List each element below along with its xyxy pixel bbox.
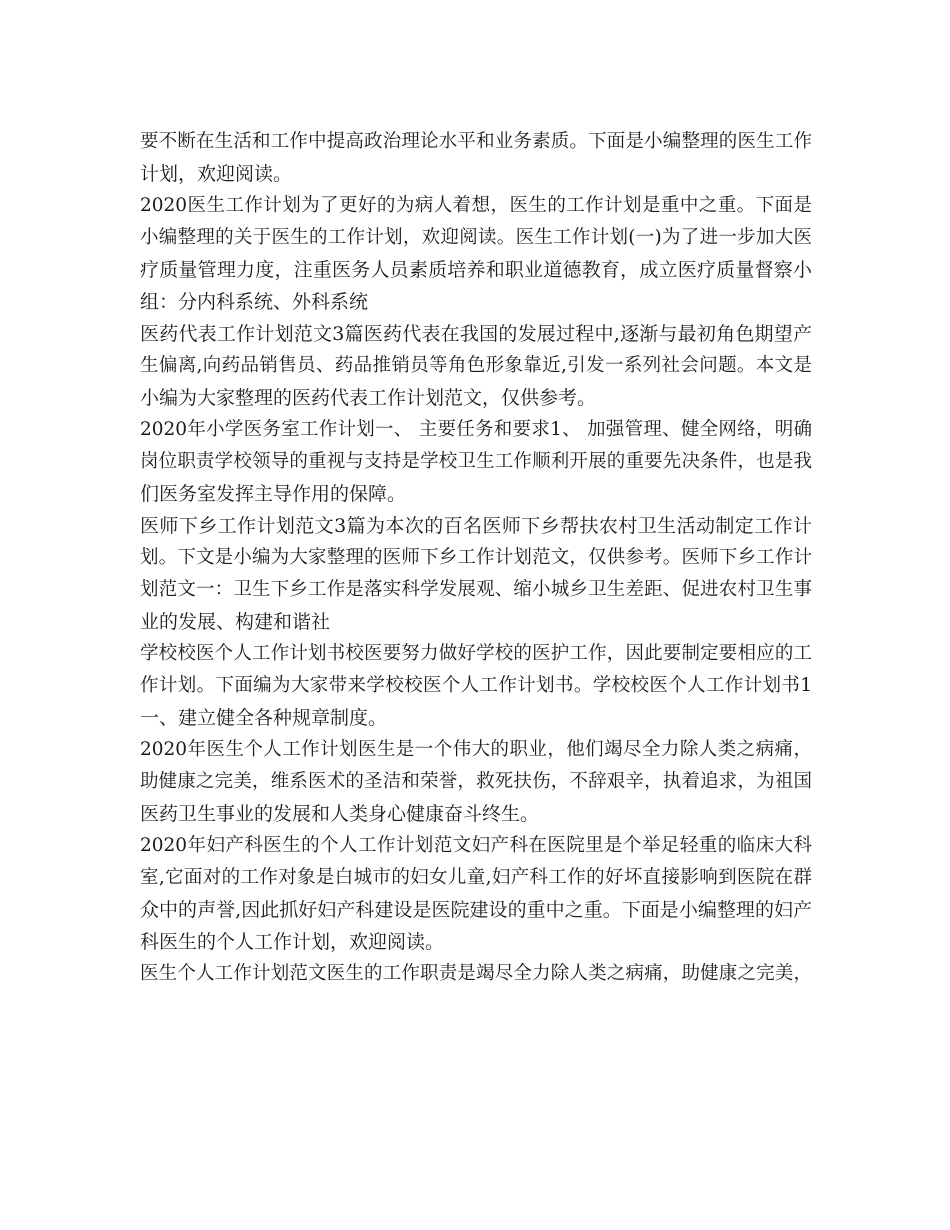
text-line: 岗位职责学校领导的重视与支持是学校卫生工作顺利开展的重要先决条件，也是我 [140, 451, 812, 472]
text-line: 2020年医生个人工作计划医生是一个伟大的职业，他们竭尽全力除人类之病痛， [140, 739, 812, 760]
text-line: 一、建立健全各种规章制度。 [140, 707, 388, 729]
text-line: 医师下乡工作计划范文3篇为本次的百名医师下乡帮扶农村卫生活动制定工作计 [140, 515, 812, 537]
text-line: 计划，欢迎阅读。 [140, 163, 293, 185]
text-line: 2020年妇产科医生的个人工作计划范文妇产科在医院里是个举足轻重的临床大科 [140, 835, 812, 856]
text-line: 科医生的个人工作计划，欢迎阅读。 [140, 931, 445, 953]
text-line: 疗质量管理力度，注重医务人员素质培养和职业道德教育，成立医疗质量督察小 [140, 259, 812, 281]
text-line: 小编整理的关于医生的工作计划，欢迎阅读。医生工作计划(一)为了进一步加大医 [140, 227, 812, 248]
text-line: 要不断在生活和工作中提高政治理论水平和业务素质。下面是小编整理的医生工作 [140, 131, 812, 152]
text-line: 学校校医个人工作计划书校医要努力做好学校的医护工作，因此要制定要相应的工 [140, 643, 812, 664]
text-line: 业的发展、构建和谐社 [140, 611, 331, 633]
text-line: 作计划。下面编为大家带来学校校医个人工作计划书。学校校医个人工作计划书1 [140, 675, 812, 696]
text-line: 小编为大家整理的医药代表工作计划范文，仅供参考。 [140, 387, 597, 409]
text-line: 2020医生工作计划为了更好的为病人着想，医生的工作计划是重中之重。下面是 [140, 195, 812, 216]
text-line: 医生个人工作计划范文医生的工作职责是竭尽全力除人类之病痛，助健康之完美， [140, 963, 812, 984]
text-line: 生偏离,向药品销售员、药品推销员等角色形象靠近,引发一系列社会问题。本文是 [140, 355, 812, 376]
text-line: 2020年小学医务室工作计划一、 主要任务和要求1、 加强管理、健全网络，明确 [140, 419, 812, 440]
text-line: 室,它面对的工作对象是白城市的妇女儿童,妇产科工作的好坏直接影响到医院在群 [140, 867, 812, 888]
text-line: 助健康之完美，维系医术的圣洁和荣誉，救死扶伤，不辞艰辛，执着追求，为祖国 [140, 771, 812, 792]
text-line: 医药代表工作计划范文3篇医药代表在我国的发展过程中,逐渐与最初角色期望产 [140, 323, 812, 345]
text-line: 组：分内科系统、外科系统 [140, 291, 369, 313]
document-body [140, 126, 812, 990]
text-line: 划范文一：卫生下乡工作是落实科学发展观、缩小城乡卫生差距、促进农村卫生事 [140, 579, 812, 600]
text-line: 划。下文是小编为大家整理的医师下乡工作计划范文，仅供参考。医师下乡工作计 [140, 547, 812, 568]
text-line: 们医务室发挥主导作用的保障。 [140, 483, 407, 505]
text-line: 众中的声誉,因此抓好妇产科建设是医院建设的重中之重。下面是小编整理的妇产 [140, 899, 812, 921]
text-line: 医药卫生事业的发展和人类身心健康奋斗终生。 [140, 803, 540, 825]
